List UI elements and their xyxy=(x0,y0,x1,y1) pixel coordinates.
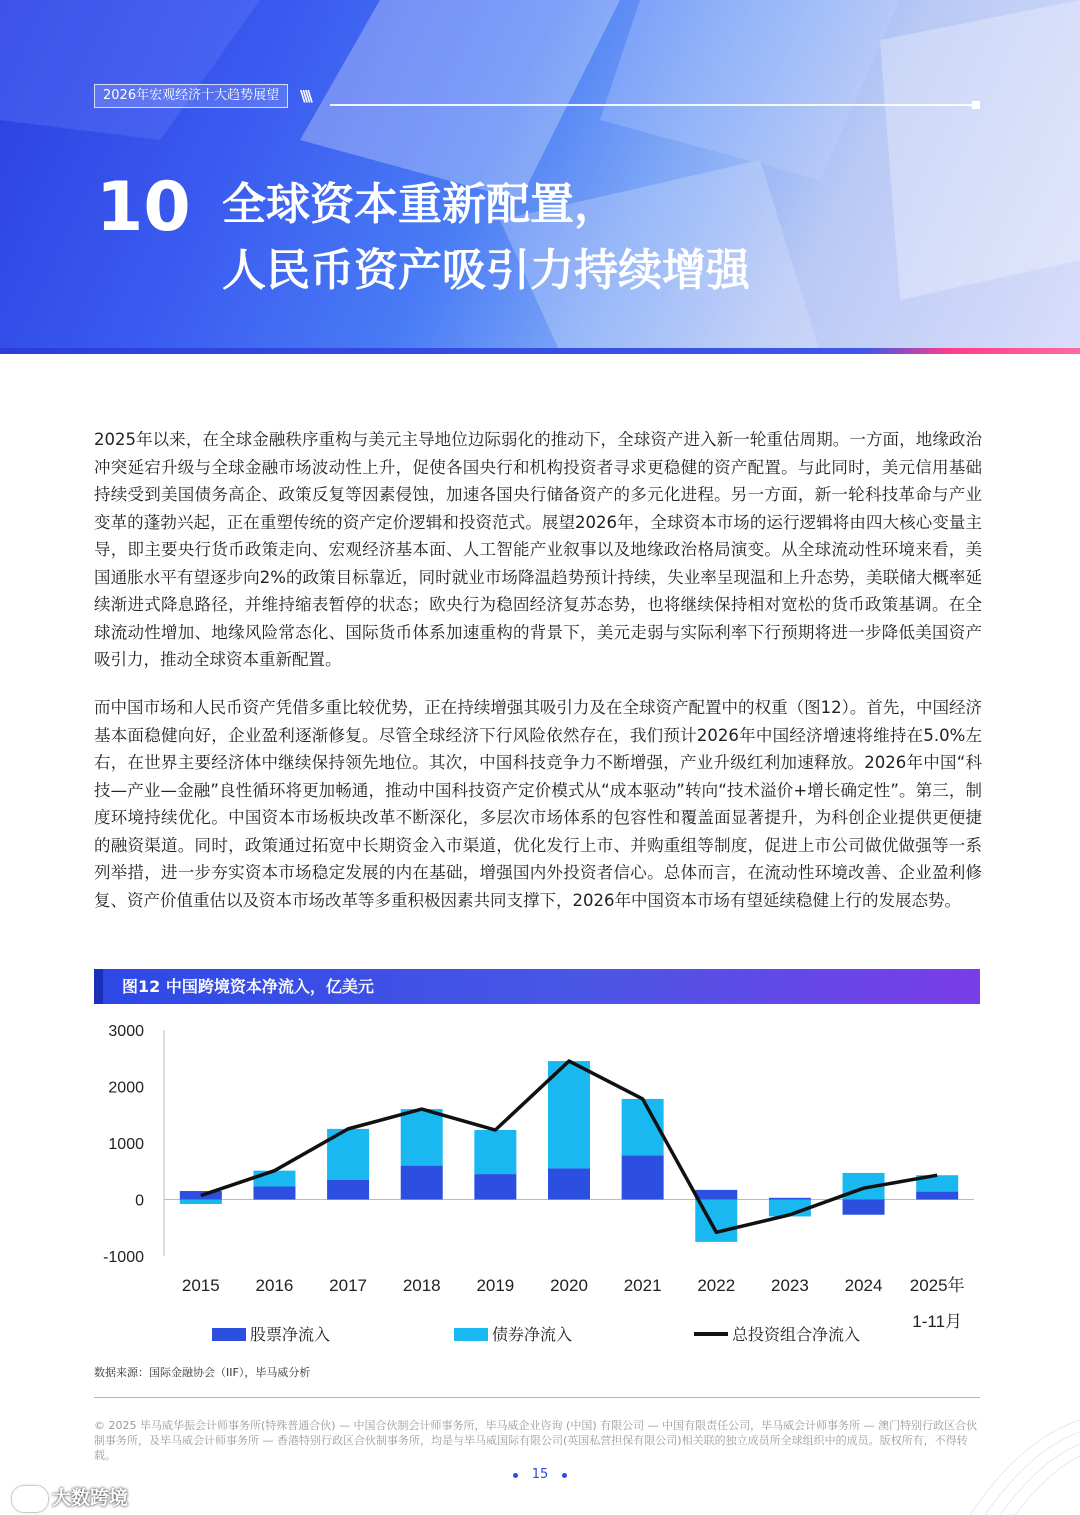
x-tick-label: 1-11月 xyxy=(912,1312,963,1331)
x-tick-label: 2025年 xyxy=(909,1276,965,1295)
title-line-2: 人民币资产吸引力持续增强 xyxy=(222,245,750,296)
bar-equity-4 xyxy=(474,1174,516,1199)
legend-swatch-1 xyxy=(454,1328,488,1341)
bar-equity-5 xyxy=(548,1168,590,1199)
x-tick-label: 2024 xyxy=(844,1276,883,1295)
legend-label-0: 股票净流入 xyxy=(250,1325,331,1344)
y-tick-label: 1000 xyxy=(108,1136,144,1153)
y-tick-label: 3000 xyxy=(108,1023,144,1040)
bar-bond-3 xyxy=(401,1109,443,1166)
x-tick-label: 2015 xyxy=(181,1276,220,1295)
paragraph-2: 而中国市场和人民币资产凭借多重比较优势，正在持续增强其吸引力及在全球资产配置中的权重（图12）。首先，中国经济基本面稳健向好，企业盈利逐渐修复。尽管全球经济下行风险依然存在，我们预计2026年中国经济增速将维持在5.0%左右，在世界主要经济体中继续保持领先地位。其次，中国科技竞争力不断增强，产业升级红利加速释放。2026年中国“科技—产业—金融”良性循环将更加畅通，推动中国科技资产定价模式从“成本驱动”转向“技术溢价+增长确定性”。第三，制度环境持续优化。中国资本市场板块改革不断深化，多层次市场体系的包容性和覆盖面显著提升，为科创企业提供更便捷的融资渠道。同时，政策通过拓宽中长期资金入市渠道，优化发行上市、并购重组等制度，促进上市公司做优做强等一系列举措，进一步夯实资本市场稳定发展的内在基础，增强国内外投资者信心。总体而言，在流动性环境改善、企业盈利修复、资产价值重估以及资本市场改革等多重积极因素共同支撑下，2026年中国资本市场有望延续稳健上行的发展态势。 xyxy=(94,698,982,910)
page-dot-right xyxy=(562,1473,567,1478)
figure-title-bar xyxy=(94,969,980,1004)
bar-equity-9 xyxy=(843,1200,885,1215)
banner-underline xyxy=(0,348,1080,354)
header-rule xyxy=(330,104,975,106)
slash-decoration: \\\\ xyxy=(300,87,310,105)
y-tick-label: 0 xyxy=(135,1192,144,1210)
bar-bond-1 xyxy=(253,1171,295,1187)
x-tick-label: 2022 xyxy=(697,1276,736,1295)
chart-svg xyxy=(94,1006,980,1358)
paragraph-1: 2025年以来，在全球金融秩序重构与美元主导地位边际弱化的推动下，全球资产进入新一轮重估周期。一方面，地缘政治冲突延宕升级与全球金融市场波动性上升，促使各国央行和机构投资者寻求更稳健的资产配置。与此同时，美元信用基础持续受到美国债务高企、政策反复等因素侵蚀，加速各国央行储备资产的多元化进程。另一方面，新一轮科技革命与产业变革的蓬勃兴起，正在重塑传统的资产定价逻辑和投资范式。展望2026年，全球资本市场的运行逻辑将由四大核心变量主导，即主要央行货币政策走向、宏观经济基本面、人工智能产业叙事以及地缘政治格局演变。从全球流动性环境来看，美国通胀水平有望逐步向2%的政策目标靠近，同时就业市场降温趋势预计持续，失业率呈现温和上升态势，美联储大概率延续渐进式降息路径，并维持缩表暂停的状态；欧央行为稳固经济复苏态势，也将继续保持相对宽松的货币政策基调。在全球流动性增加、地缘风险常态化、国际货币体系加速重构的背景下，美元走弱与实际利率下行预期将进一步降低美国资产吸引力，推动全球资本重新配置。 xyxy=(94,430,982,669)
x-tick-label: 2019 xyxy=(476,1276,515,1295)
bar-equity-3 xyxy=(401,1166,443,1200)
report-label: 2026年宏观经济十大趋势展望 xyxy=(94,84,288,108)
watermark-logo-icon xyxy=(12,1486,48,1512)
chart xyxy=(94,1006,980,1358)
copyright-text: © 2025 毕马威华振会计师事务所(特殊普通合伙) — 中国合伙制会计师事务所，毕马威企业咨询 (中国) 有限公司 — 中国有限责任公司，毕马威会计师事务所 — 澳门特别行政区合伙制事务所，及毕马威会计师事务所 — 香港特别行政区合伙制事务所，均是与毕马威国际有限公司(英国私营担保有限公司)相关联的独立成员所全球组织中的成员。版权所有，不得转载。 xyxy=(94,1419,978,1462)
bar-equity-6 xyxy=(622,1155,664,1199)
bar-equity-1 xyxy=(253,1187,295,1200)
y-tick-label: -1000 xyxy=(103,1249,144,1266)
bar-bond-4 xyxy=(474,1130,516,1174)
page-number: 15 xyxy=(531,1467,549,1482)
watermark-text: 大数跨境 xyxy=(52,1487,129,1509)
corner-decoration xyxy=(960,1400,1080,1515)
header-rule-end xyxy=(972,101,980,109)
bar-bond-0 xyxy=(180,1200,222,1205)
bar-equity-2 xyxy=(327,1180,369,1200)
watermark xyxy=(12,1483,128,1512)
legend-swatch-0 xyxy=(212,1328,246,1341)
y-tick-label: 2000 xyxy=(108,1079,144,1097)
section-number: 10 xyxy=(96,168,191,247)
bar-equity-10 xyxy=(916,1192,958,1200)
figure-title: 图12 中国跨境资本净流入，亿美元 xyxy=(122,977,374,996)
legend-label-1: 债券净流入 xyxy=(492,1325,573,1344)
title-line-1: 全球资本重新配置， xyxy=(222,179,618,230)
bar-equity-7 xyxy=(695,1190,737,1200)
x-tick-label: 2020 xyxy=(550,1276,588,1295)
data-source: 数据来源：国际金融协会（IIF），毕马威分析 xyxy=(94,1366,311,1379)
footer-rule xyxy=(94,1397,980,1398)
figure-title-accent xyxy=(94,969,103,1004)
x-tick-label: 2017 xyxy=(329,1276,368,1295)
x-tick-label: 2018 xyxy=(402,1276,441,1295)
x-tick-label: 2023 xyxy=(770,1276,809,1295)
bar-equity-8 xyxy=(769,1198,811,1200)
legend-label-2: 总投资组合净流入 xyxy=(732,1325,861,1344)
page-title xyxy=(222,172,750,304)
x-tick-label: 2021 xyxy=(623,1276,662,1295)
x-tick-label: 2016 xyxy=(255,1276,294,1295)
